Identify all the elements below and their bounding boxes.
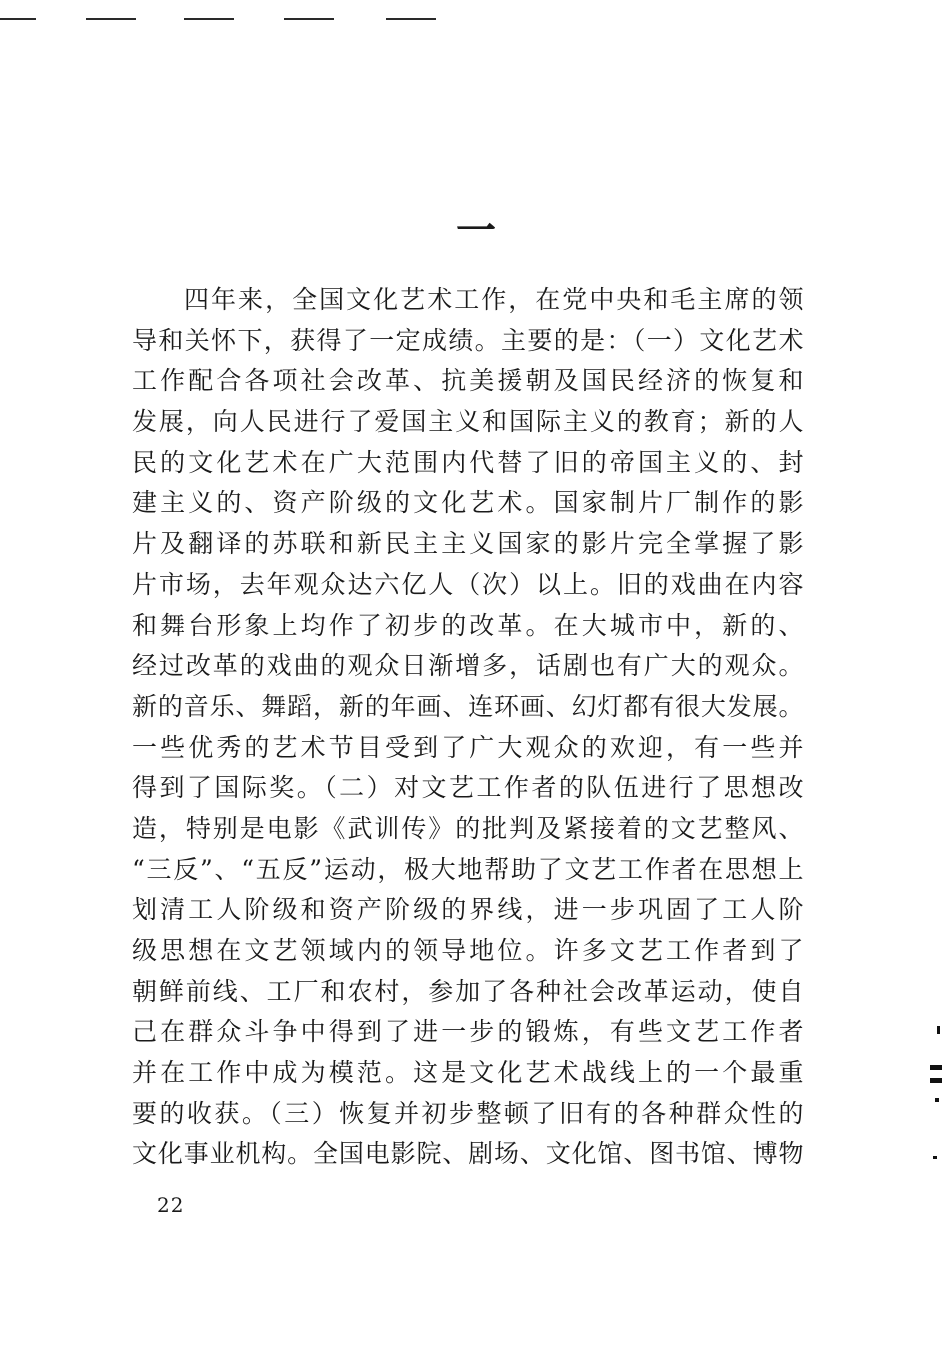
text-line: 造，特别是电影《武训传》的批判及紧接着的文艺整风、 bbox=[132, 813, 804, 843]
header-rule-4 bbox=[284, 18, 334, 20]
text-line: 划清工人阶级和资产阶级的界线，进一步巩固了工人阶 bbox=[132, 895, 804, 925]
text-line: 己在群众斗争中得到了进一步的锻炼，有些文艺工作者 bbox=[132, 1017, 804, 1047]
text-line: 要的收获。（三）恢复并初步整顿了旧有的各种群众性的 bbox=[132, 1098, 804, 1128]
text-line: 建主义的、资产阶级的文化艺术。国家制片厂制作的影 bbox=[132, 488, 804, 518]
text-line: 工作配合各项社会改革、抗美援朝及国民经济的恢复和 bbox=[132, 366, 804, 396]
text-line: 朝鲜前线、工厂和农村，参加了各种社会改革运动，使自 bbox=[132, 976, 804, 1006]
text-line: 民的文化艺术在广大范围内代替了旧的帝国主义的、封 bbox=[132, 447, 804, 477]
text-line: 文化事业机构。全国电影院、剧场、文化馆、图书馆、博物 bbox=[132, 1139, 804, 1169]
text-line: 导和关怀下，获得了一定成绩。主要的是：（一）文化艺术 bbox=[132, 325, 804, 355]
page-number: 22 bbox=[157, 1193, 185, 1217]
margin-mark bbox=[937, 1026, 940, 1034]
text-line: 发展，向人民进行了爱国主义和国际主义的教育；新的人 bbox=[132, 407, 804, 437]
text-line: 并在工作中成为模范。这是文化艺术战线上的一个最重 bbox=[132, 1058, 804, 1088]
text-line: 一些优秀的艺术节目受到了广大观众的欢迎，有一些并 bbox=[132, 732, 804, 762]
header-rule-2 bbox=[86, 18, 136, 20]
margin-mark bbox=[933, 1156, 937, 1159]
section-heading: 一 bbox=[456, 207, 496, 254]
margin-mark bbox=[930, 1078, 942, 1083]
header-rule-3 bbox=[184, 18, 234, 20]
text-line: “三反”、“五反”运动，极大地帮助了文艺工作者在思想上 bbox=[132, 854, 804, 884]
body-paragraph bbox=[132, 280, 804, 1175]
text-line: 片市场，去年观众达六亿人（次）以上。旧的戏曲在内容 bbox=[132, 569, 804, 599]
text-line: 新的音乐、舞蹈，新的年画、连环画、幻灯都有很大发展。 bbox=[132, 691, 804, 721]
header-rule-5 bbox=[386, 18, 436, 20]
header-rule-1 bbox=[0, 18, 36, 20]
text-line: 级思想在文艺领域内的领导地位。许多文艺工作者到了 bbox=[132, 936, 804, 965]
text-line: 四年来，全国文化艺术工作，在党中央和毛主席的领 bbox=[184, 285, 804, 314]
text-line: 片及翻译的苏联和新民主主义国家的影片完全掌握了影 bbox=[132, 529, 804, 559]
text-line: 得到了国际奖。（二）对文艺工作者的队伍进行了思想改 bbox=[132, 773, 804, 803]
text-line: 经过改革的戏曲的观众日渐增多，话剧也有广大的观众。 bbox=[132, 651, 804, 681]
margin-mark bbox=[930, 1065, 942, 1070]
margin-mark bbox=[935, 1098, 939, 1102]
text-line: 和舞台形象上均作了初步的改革。在大城市中，新的、 bbox=[132, 610, 804, 640]
